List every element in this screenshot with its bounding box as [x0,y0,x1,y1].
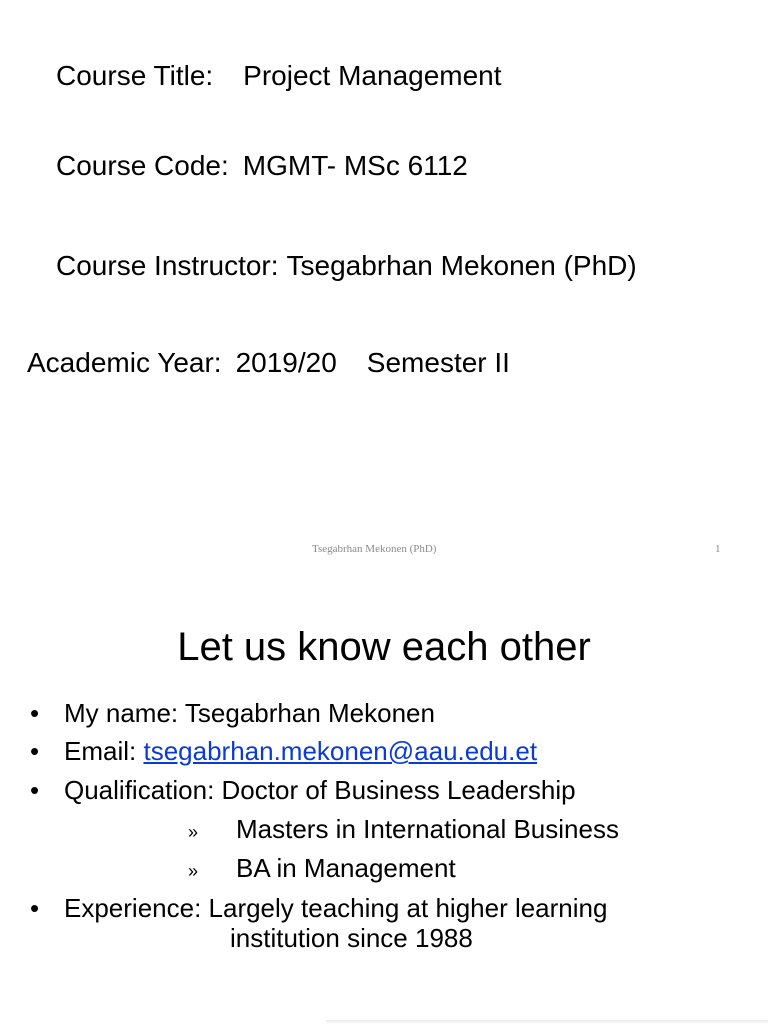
semester-value: Semester II [366,347,510,378]
course-title-label: Course Title: [56,60,214,91]
experience-continuation: institution since 1988 [230,923,473,953]
slide-page-number: 1 [715,543,721,555]
course-title-line [56,58,502,94]
bullet-dot-icon: • [30,698,40,728]
academic-year-label: Academic Year: [27,347,222,378]
sub-bullet-ba [188,852,456,887]
bullet-email [30,735,537,767]
email-link[interactable]: tsegabrhan.mekonen@aau.edu.et [143,736,538,766]
bullet-name [30,697,435,729]
bullet-qualification [30,774,576,806]
experience-text: Experience: Largely teaching at higher learning [64,893,608,923]
slide-footer-author: Tsegabrhan Mekonen (PhD) [312,543,437,555]
name-text: My name: Tsegabrhan Mekonen [64,698,435,728]
bullet-dot-icon: • [30,736,40,766]
course-instructor-label: Course Instructor: [56,250,279,281]
academic-year-line [27,345,510,381]
qualification-text: Qualification: Doctor of Business Leadership [64,775,576,805]
course-code-line [56,148,468,184]
bullet-experience [30,892,607,924]
sub-qualification-text: BA in Management [236,853,456,883]
course-title-value: Project Management [243,60,502,91]
bullet-dot-icon: • [30,775,40,805]
academic-year-value: 2019/20 [235,347,337,378]
sub-bullet-icon: » [188,822,199,842]
bullet-dot-icon: • [30,893,40,923]
course-code-value: MGMT- MSc 6112 [242,150,468,181]
email-label: Email: [64,736,144,766]
sub-bullet-masters [188,813,619,848]
slide-2 [0,575,768,1024]
sub-bullet-icon: » [188,861,199,881]
course-code-label: Course Code: [56,150,229,181]
course-instructor-value: Tsegabrhan Mekonen (PhD) [286,250,637,281]
slide-title: Let us know each other [177,625,591,669]
sub-qualification-text: Masters in International Business [236,814,619,844]
course-instructor-line [56,248,637,284]
slide-edge-divider [326,1020,768,1024]
